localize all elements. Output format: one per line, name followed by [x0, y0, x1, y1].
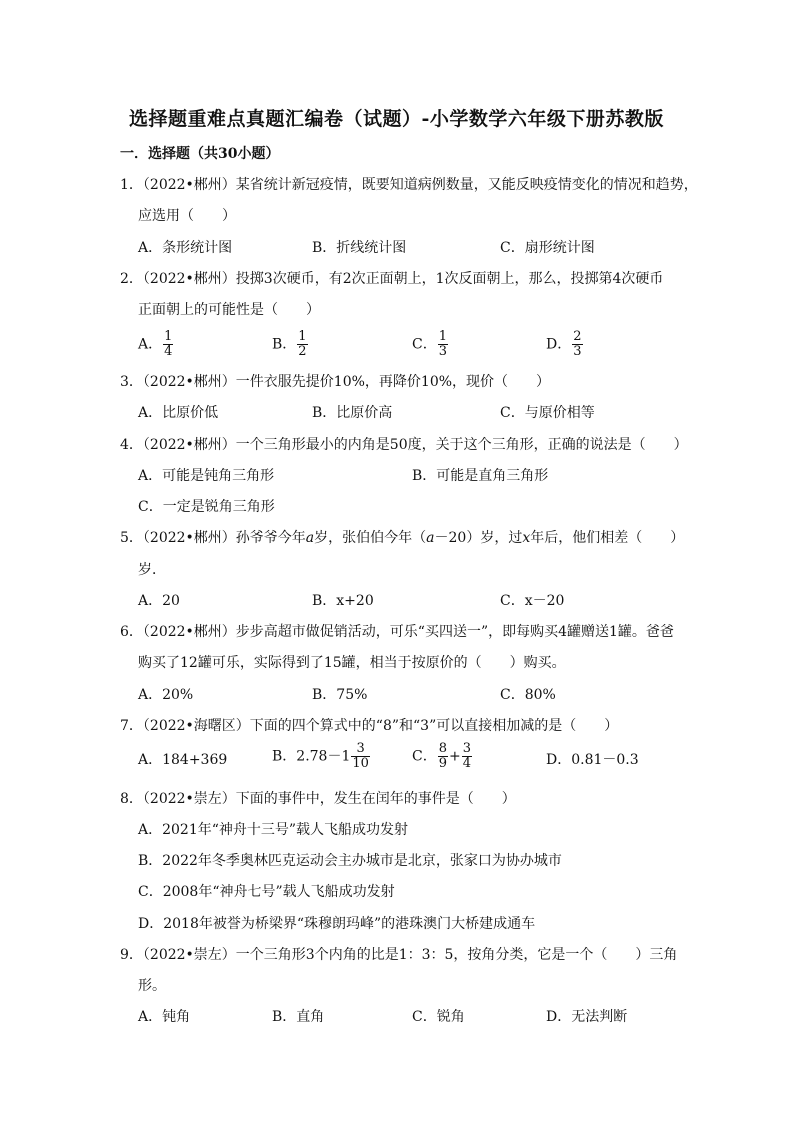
numerator: 8: [438, 741, 447, 756]
question-1-stem-line2: 应选用（ ）: [138, 208, 236, 224]
numerator: 1: [298, 329, 307, 344]
question-9-option-a[interactable]: A．钝角: [138, 1009, 191, 1025]
question-5-stem-line2: 岁．: [138, 562, 166, 578]
question-5-option-b[interactable]: B．x+20: [312, 593, 374, 609]
question-9-stem-line1: 9．（2022•崇左）一个三角形3个内角的比是1：3：5，按角分类，它是一个（ ）三角: [120, 947, 678, 963]
numerator: 3: [462, 741, 472, 756]
question-7-option-b[interactable]: [272, 742, 371, 771]
question-6-option-a[interactable]: A．20%: [138, 687, 194, 703]
denominator: 9: [438, 756, 447, 771]
question-5-option-c[interactable]: C．x－20: [500, 593, 565, 609]
question-6-stem-line1: 6．（2022•郴州）步步高超市做促销活动，可乐“买四送一”，即每购买4罐赠送1罐。爸爸: [120, 624, 674, 640]
denominator: 2: [298, 344, 307, 359]
section-heading: 一．选择题（共30小题）: [120, 146, 280, 162]
question-9-stem-line2: 形。: [138, 978, 166, 994]
option-label: B．2.78－1: [272, 748, 351, 765]
fraction: [351, 742, 370, 771]
question-2-option-b[interactable]: [272, 330, 309, 359]
operator: +: [449, 748, 461, 765]
stem-text: 岁，张伯伯今年（: [314, 530, 427, 546]
question-1-option-a[interactable]: A．条形统计图: [138, 240, 233, 256]
fraction: [438, 742, 448, 771]
page-title: 选择题重难点真题汇编卷（试题）-小学数学六年级下册苏教版: [129, 108, 664, 130]
question-3-option-a[interactable]: A．比原价低: [138, 405, 219, 421]
question-4-option-a[interactable]: A．可能是钝角三角形: [138, 468, 275, 484]
question-3-option-b[interactable]: B．比原价高: [312, 405, 393, 421]
fraction: [163, 330, 173, 359]
fraction: [462, 742, 472, 771]
question-5-stem-line1: [120, 528, 684, 548]
denominator: 4: [164, 344, 173, 359]
question-8-stem: 8．（2022•崇左）下面的事件中，发生在闰年的事件是（ ）: [120, 791, 516, 807]
question-6-stem-line2: 购买了12罐可乐，实际得到了15罐，相当于按原价的（ ）购买。: [138, 655, 566, 671]
question-6-option-c[interactable]: C．80%: [500, 687, 556, 703]
option-label: A．: [138, 336, 163, 353]
stem-text: 5．（2022•郴州）孙爷爷今年: [120, 530, 306, 546]
question-8-option-c[interactable]: C．2008年“神舟七号”载人飞船成功发射: [138, 884, 395, 900]
question-9-option-b[interactable]: B．直角: [272, 1009, 325, 1025]
numerator: 3: [356, 741, 365, 756]
variable-a: a: [426, 530, 435, 546]
question-8-option-d[interactable]: D．2018年被誉为桥梁界“珠穆朗玛峰”的港珠澳门大桥建成通车: [138, 916, 536, 932]
numerator: 2: [573, 329, 582, 344]
question-2-stem-line2: 正面朝上的可能性是（ ）: [138, 302, 320, 318]
option-label: C．: [412, 336, 437, 353]
variable-x: x: [522, 530, 531, 546]
question-1-option-c[interactable]: C．扇形统计图: [500, 240, 595, 256]
question-4-option-b[interactable]: B．可能是直角三角形: [412, 468, 549, 484]
question-1-option-b[interactable]: B．折线统计图: [312, 240, 407, 256]
option-label: D．: [546, 336, 572, 353]
question-7-option-a[interactable]: A．184+369: [138, 752, 228, 768]
question-2-option-a[interactable]: [138, 330, 174, 359]
question-8-option-b[interactable]: B．2022年冬季奥林匹克运动会主办城市是北京，张家口为协办城市: [138, 853, 562, 869]
question-3-option-c[interactable]: C．与原价相等: [500, 405, 595, 421]
numerator: 1: [164, 329, 173, 344]
option-label: C．: [412, 748, 437, 765]
question-3-stem: 3．（2022•郴州）一件衣服先提价10%，再降价10%，现价（ ）: [120, 374, 551, 390]
question-8-option-a[interactable]: A．2021年“神舟十三号”载人飞船成功发射: [138, 822, 409, 838]
question-2-stem-line1: 2．（2022•郴州）投掷3次硬币，有2次正面朝上，1次反面朝上，那么，投掷第4次硬币: [120, 271, 664, 287]
numerator: 1: [438, 329, 447, 344]
variable-a: a: [305, 530, 315, 546]
fraction: [572, 330, 582, 359]
question-2-option-c[interactable]: [412, 330, 449, 359]
stem-text: －20）岁，过: [434, 530, 523, 546]
fraction: [297, 330, 307, 359]
fraction: [438, 330, 448, 359]
question-4-stem: 4．（2022•郴州）一个三角形最小的内角是50度，关于这个三角形，正确的说法是（ ）: [120, 437, 688, 453]
question-9-option-d[interactable]: D．无法判断: [546, 1009, 628, 1025]
denominator: 4: [462, 756, 472, 771]
denominator: 3: [438, 344, 447, 359]
question-7-option-c[interactable]: [412, 742, 473, 771]
stem-text: 年后，他们相差（ ）: [530, 530, 685, 546]
question-9-option-c[interactable]: C．锐角: [412, 1009, 465, 1025]
denominator: 3: [573, 344, 582, 359]
question-2-option-d[interactable]: [546, 330, 584, 359]
question-5-option-a[interactable]: A．20: [138, 593, 180, 609]
question-1-stem-line1: 1．（2022•郴州）某省统计新冠疫情，既要知道病例数量，又能反映疫情变化的情况和趋势，: [120, 177, 698, 193]
denominator: 10: [352, 756, 369, 771]
question-7-option-d[interactable]: D．0.81－0.3: [546, 752, 639, 768]
question-6-option-b[interactable]: B．75%: [312, 687, 368, 703]
question-4-option-c[interactable]: C．一定是锐角三角形: [138, 499, 275, 515]
question-7-stem: 7．（2022•海曙区）下面的四个算式中的“8”和“3”可以直接相加减的是（ ）: [120, 718, 619, 734]
option-label: B．: [272, 336, 297, 353]
